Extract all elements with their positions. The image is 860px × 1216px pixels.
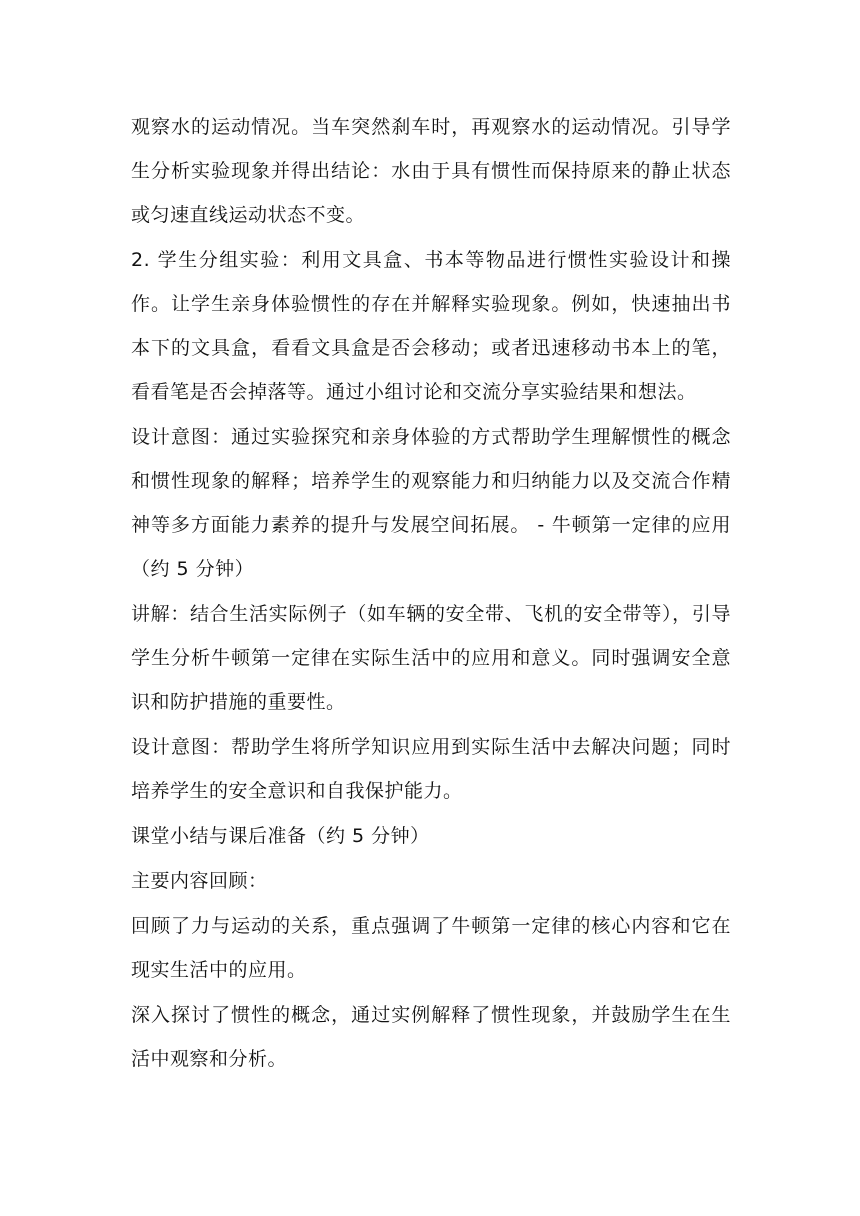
paragraph-review-label: 主要内容回顾： [131, 870, 268, 892]
paragraph-group-experiment: 2. 学生分组实验：利用文具盒、书本等物品进行惯性实验设计和操作。让学生亲身体验惯性的存在并解释实验现象。例如，快速抽出书本下的文具盒，看看文具盒是否会移动；或者迅速移动书本上的笔，看看笔是否会掉落等。通过小组讨论和交流分享实验结果和想法。 [131, 249, 731, 403]
paragraph-design-intent-safety: 设计意图：帮助学生将所学知识应用到实际生活中去解决问题；同时培养学生的安全意识和自我保护能力。 [131, 736, 731, 802]
paragraph-review-inertia: 深入探讨了惯性的概念，通过实例解释了惯性现象，并鼓励学生在生活中观察和分析。 [131, 1004, 731, 1070]
paragraph-water-observation: 观察水的运动情况。当车突然刹车时，再观察水的运动情况。引导学生分析实验现象并得出结论：水由于具有惯性而保持原来的静止状态或匀速直线运动状态不变。 [131, 116, 731, 226]
paragraph-review-force-motion: 回顾了力与运动的关系，重点强调了牛顿第一定律的核心内容和它在现实生活中的应用。 [131, 915, 731, 981]
paragraph-design-intent-inertia: 设计意图：通过实验探究和亲身体验的方式帮助学生理解惯性的概念和惯性现象的解释；培养学生的观察能力和归纳能力以及交流合作精神等多方面能力素养的提升与发展空间拓展。 - 牛顿第一定律的应用（约 5 分钟） [131, 426, 731, 580]
document-body [131, 105, 731, 1082]
paragraph-lecture-application: 讲解：结合生活实际例子（如车辆的安全带、飞机的安全带等），引导学生分析牛顿第一定律在实际生活中的应用和意义。同时强调安全意识和防护措施的重要性。 [131, 603, 731, 713]
section-heading-summary: 课堂小结与课后准备（约 5 分钟） [131, 825, 430, 847]
